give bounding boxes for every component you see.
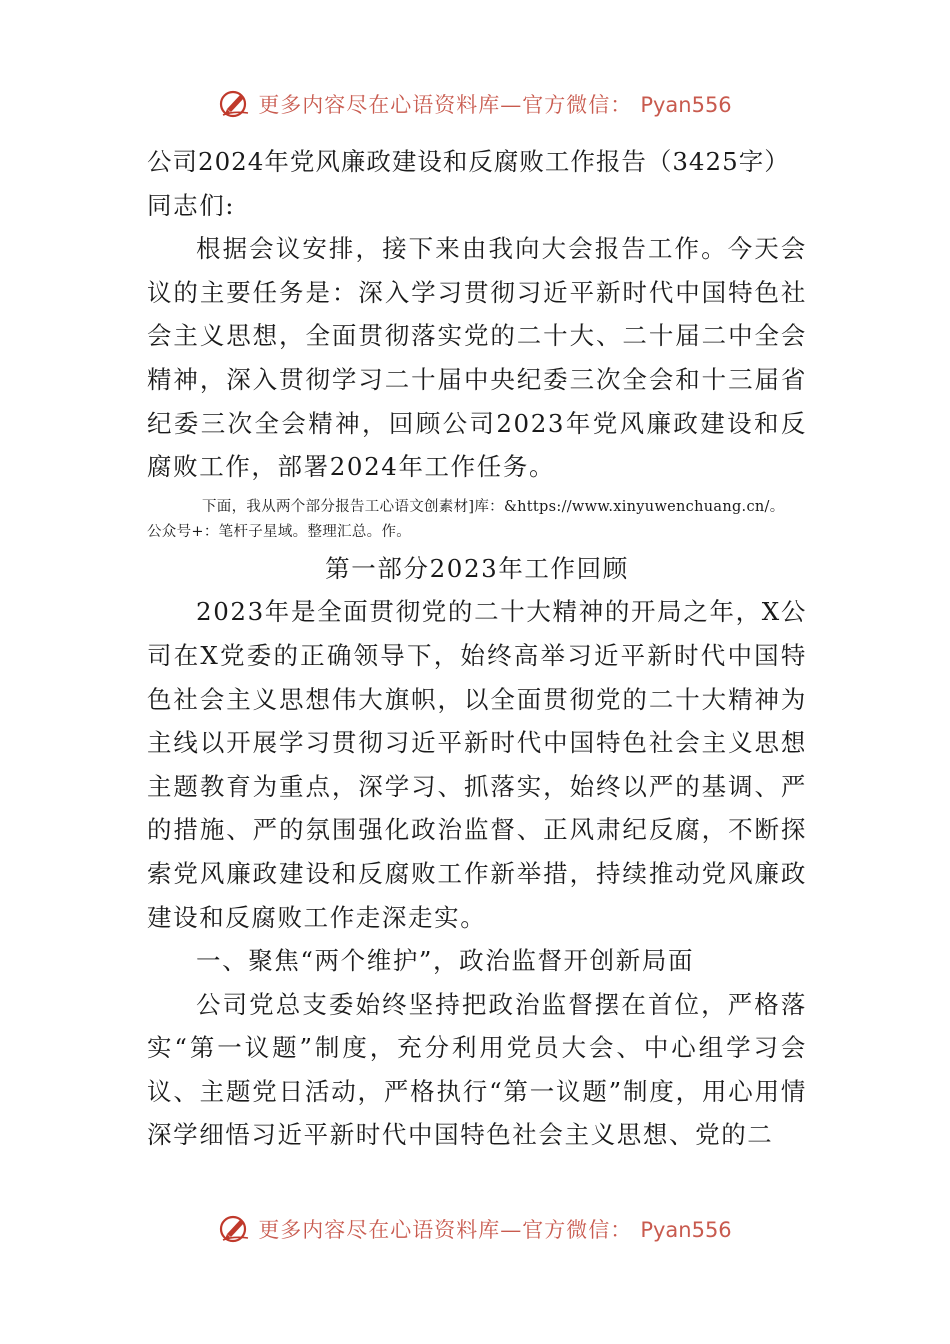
pen-seal-icon [218,1212,252,1246]
watermark-text: 更多内容尽在心语资料库—官方微信： Pyan556 [258,93,732,117]
intro-paragraph: 根据会议安排，接下来由我向大会报告工作。今天会议的主要任务是：深入学习贯彻习近平新时代中国特色社会主义思想，全面贯彻落实党的二十大、二十届二中全会精神，深入贯彻学习二十届中央纪委三次全会和十三届省纪委三次全会精神，回顾公司2023年党风廉政建设和反腐败工作，部署2024年工作任务。 [147,234,807,482]
source-note-line-1: 下面，我从两个部分报告工心语文创素材]库：&https://www.xinyuwenchuang.cn/。 [202,498,785,515]
header-watermark [0,84,950,124]
part1-paragraph: 2023年是全面贯彻党的二十大精神的开局之年，X公司在X党委的正确领导下，始终高举习近平新时代中国特色社会主义思想伟大旗帜，以全面贯彻党的二十大精神为主线以开展学习贯彻习近平新时代中国特色社会主义思想主题教育为重点，深学习、抓落实，始终以严的基调、严的措施、严的氛围强化政治监督、正风肃纪反腐，不断探索党风廉政建设和反腐败工作新举措，持续推动党风廉政建设和反腐败工作走深走实。 [147,597,807,932]
source-note-line-2: 公众号+：笔杆子星域。整理汇总。作。 [147,523,412,540]
section1-paragraph: 公司党总支委始终坚持把政治监督摆在首位，严格落实“第一议题”制度，充分利用党员大会、中心组学习会议、主题党日活动，严格执行“第一议题”制度，用心用情深学细悟习近平新时代中国特色社会主义思想、党的二 [147,989,807,1150]
salutation: 同志们: [147,190,236,220]
document-body [147,140,807,1157]
watermark-text: 更多内容尽在心语资料库—官方微信： Pyan556 [258,1218,732,1242]
footer-watermark [0,1209,950,1249]
document-title: 公司2024年党风廉政建设和反腐败工作报告（3425字） [147,147,790,176]
pen-seal-icon [218,87,252,121]
source-note [147,495,807,545]
part1-heading: 第一部分2023年工作回顾 [325,553,629,583]
section1-heading: 一、聚焦“两个维护”，政治监督开创新局面 [196,946,695,976]
